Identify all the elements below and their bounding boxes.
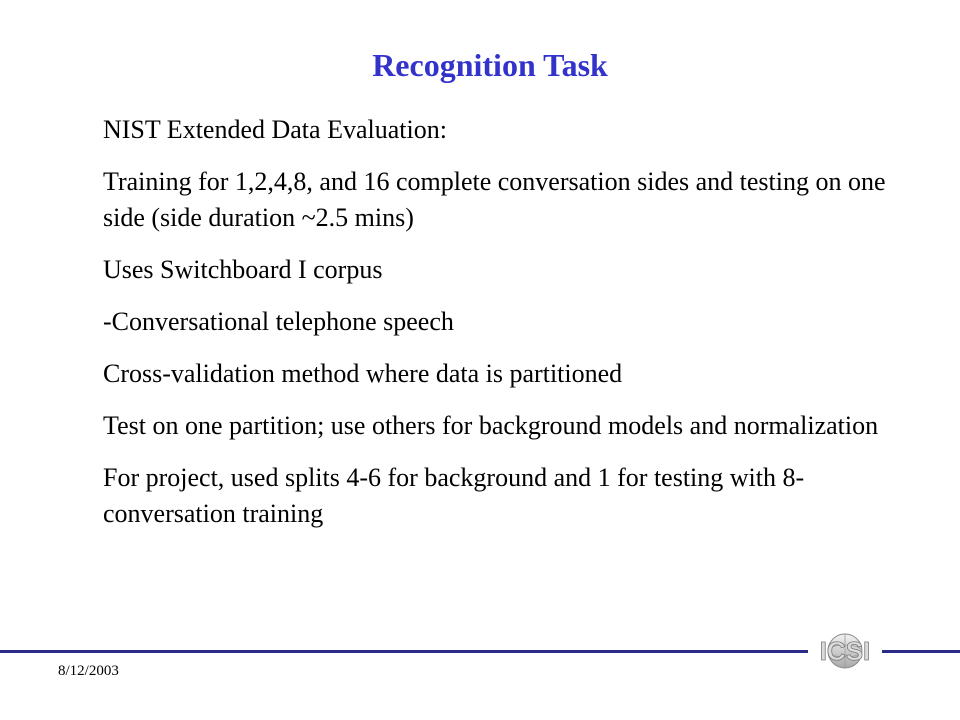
bullet-item: -Conversational telephone speech [103, 307, 454, 336]
bullet-item: For project, used splits 4-6 for background and 1 for testing with 8-conversation training [103, 463, 805, 528]
slide-title: Recognition Task [372, 47, 608, 83]
footer-divider [0, 650, 808, 653]
logo-text: ICSI [819, 636, 871, 666]
bullet-item: Cross-validation method where data is partitioned [103, 359, 623, 388]
icsi-logo-icon [808, 628, 882, 674]
footer-divider-right [882, 650, 960, 653]
bullet-list [103, 112, 903, 548]
bullet-item: Test on one partition; use others for background models and normalization [103, 411, 879, 440]
bullet-item: Training for 1,2,4,8, and 16 complete conversation sides and testing on one side (side duration ~2.5 mins) [103, 167, 886, 232]
bullet-item: NIST Extended Data Evaluation: [103, 115, 447, 144]
bullet-item: Uses Switchboard I corpus [103, 255, 383, 284]
footer-date: 8/12/2003 [58, 663, 119, 679]
